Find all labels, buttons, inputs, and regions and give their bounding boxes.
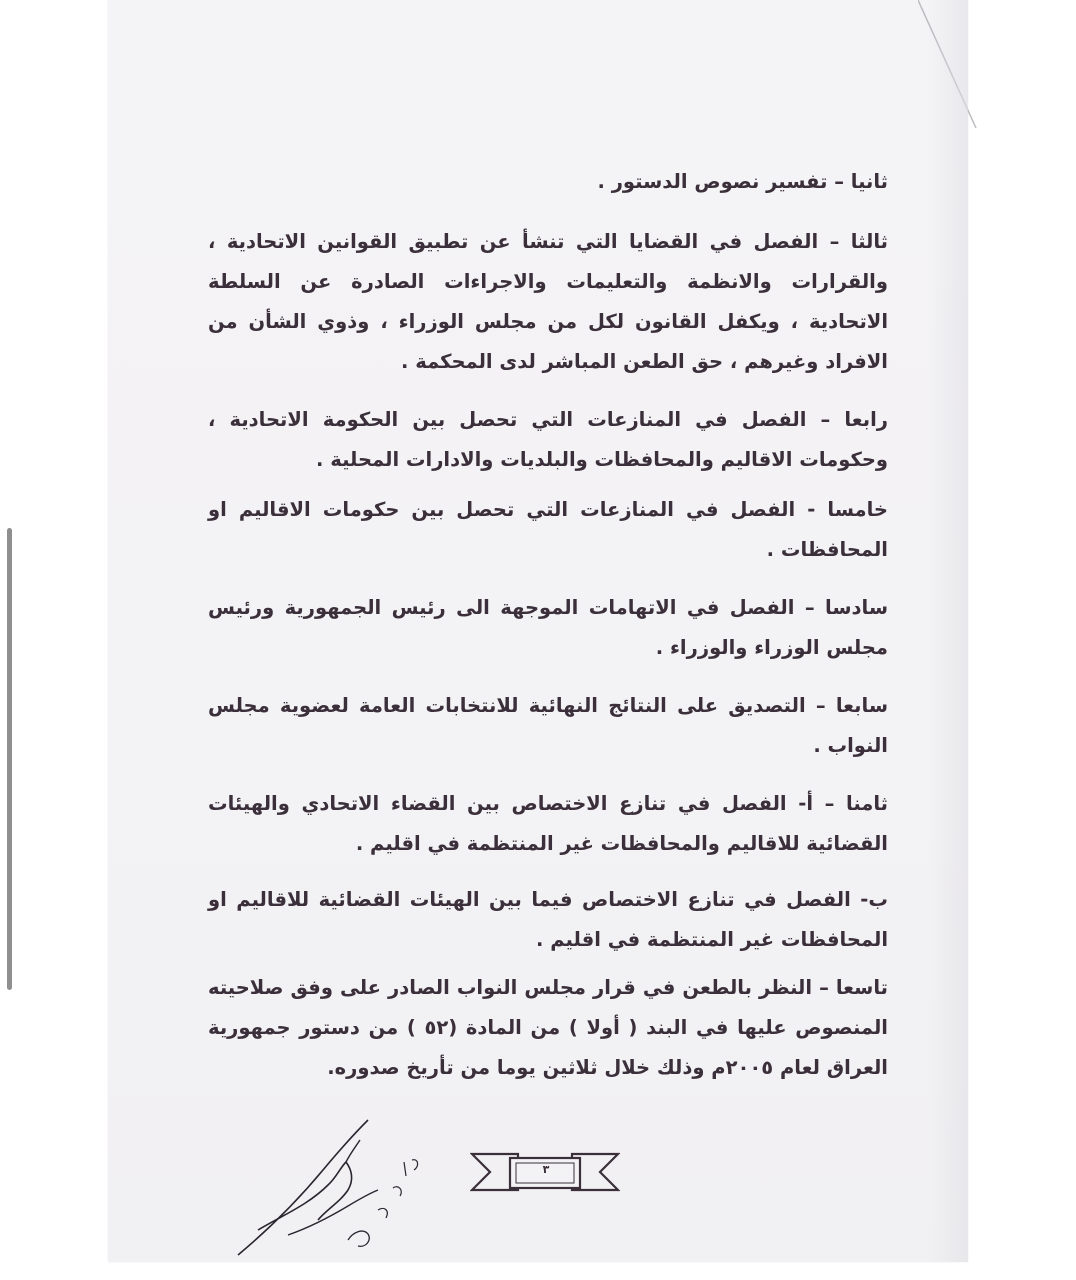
paragraph-eighth-a: [208, 784, 888, 864]
vertical-scrollbar[interactable]: [7, 528, 12, 990]
paragraph-text: سابعا – التصديق على النتائج النهائية للانتخابات العامة لعضوية مجلس النواب .: [208, 694, 888, 757]
paragraph-second: [208, 162, 888, 202]
paragraph-text: ثالثا – الفصل في القضايا التي تنشأ عن تطبيق القوانين الاتحادية ، والقرارات والانظمة والتعليمات والاجراءات الصادرة عن السلطة الاتحادية ، ويكفل القانون لكل من مجلس الوزراء ، وذوي الشأن من الافراد وغيرهم ، حق الطعن المباشر لدى المحكمة .: [208, 230, 888, 373]
paragraph-text: رابعا – الفصل في المنازعات التي تحصل بين الحكومة الاتحادية ، وحكومات الاقاليم والمحافظات والبلديات والادارات المحلية .: [208, 408, 888, 471]
paragraph-text: ثامنا – أ- الفصل في تنازع الاختصاص بين القضاء الاتحادي والهيئات القضائية للاقاليم والمحافظات غير المنتظمة في اقليم .: [208, 792, 888, 855]
paragraph-text: سادسا – الفصل في الاتهامات الموجهة الى رئيس الجمهورية ورئيس مجلس الوزراء والوزراء .: [208, 596, 888, 659]
paragraph-sixth: [208, 588, 888, 668]
page-number: ٣: [542, 1163, 550, 1176]
page-edge-shadow: [928, 0, 968, 1262]
paragraph-third: [208, 222, 888, 382]
paragraph-fifth: [208, 490, 888, 570]
paragraph-fourth: [208, 400, 888, 480]
paragraph-eighth-b: [208, 880, 888, 960]
handwritten-signature: [228, 1110, 428, 1260]
paragraph-text: خامسا - الفصل في المنازعات التي تحصل بين حكومات الاقاليم او المحافظات .: [208, 498, 888, 561]
scanned-page: [108, 0, 968, 1262]
paragraph-text: ثانيا – تفسير نصوص الدستور .: [597, 170, 888, 193]
paragraph-text: ب- الفصل في تنازع الاختصاص فيما بين الهيئات القضائية للاقاليم او المحافظات غير المنتظمة في اقليم .: [208, 888, 888, 951]
paragraph-ninth: [208, 968, 888, 1088]
paragraph-text: تاسعا – النظر بالطعن في قرار مجلس النواب الصادر على وفق صلاحيته المنصوص عليها في البند ( أولا ) من المادة (٥٢ ) من دستور جمهورية العراق لعام ٢٠٠٥م وذلك خلال ثلاثين يوما من تأريخ صدوره.: [208, 976, 888, 1079]
paragraph-seventh: [208, 686, 888, 766]
